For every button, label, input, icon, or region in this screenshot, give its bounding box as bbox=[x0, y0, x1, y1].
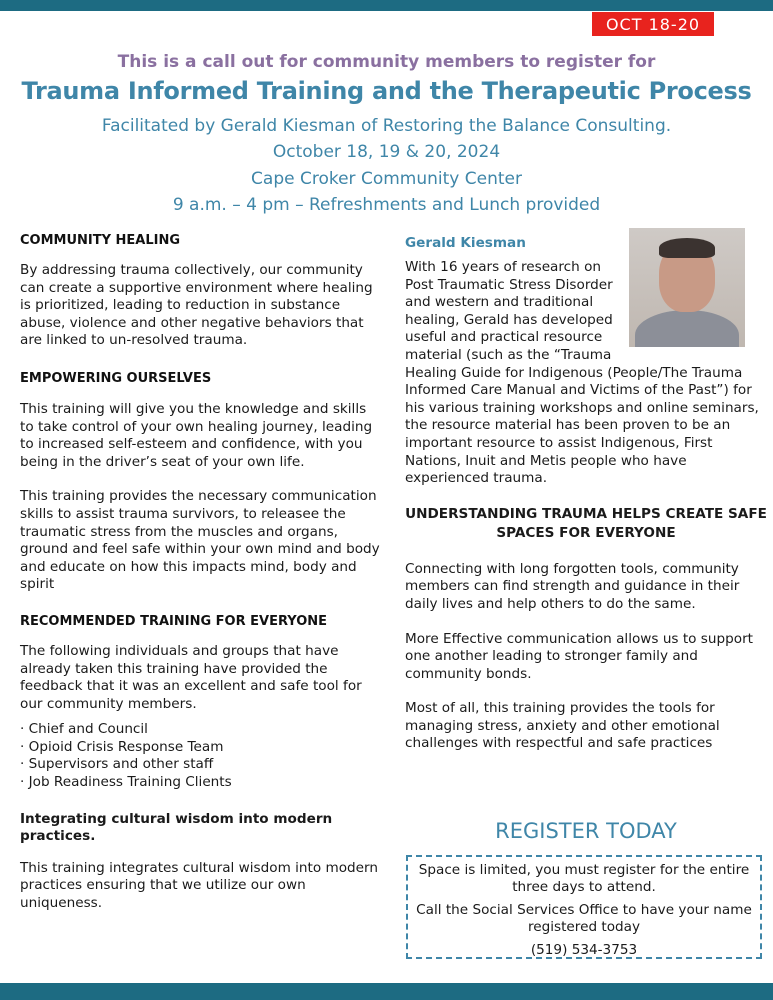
understanding-heading: UNDERSTANDING TRAUMA HELPS CREATE SAFE SPACES FOR EVERYONE bbox=[405, 505, 767, 541]
community-healing-heading: COMMUNITY HEALING bbox=[20, 233, 181, 248]
date-badge: OCT 18-20 bbox=[592, 12, 714, 36]
recommended-text: The following individuals and groups that have already taken this training have provided the feedback that it was an excellent and safe tool for our community members. bbox=[20, 642, 362, 712]
register-line-1: Space is limited, you must register for the entire three days to attend. bbox=[418, 862, 750, 895]
phone-number: (519) 534-3753 bbox=[530, 942, 638, 958]
page-title: Trauma Informed Training and the Therapeutic Process bbox=[21, 77, 752, 105]
recommended-heading: RECOMMENDED TRAINING FOR EVERYONE bbox=[20, 613, 328, 629]
communication-text: More Effective communication allows us to support one another leading to stronger family and community bonds. bbox=[405, 630, 753, 682]
location-line: Cape Croker Community Center bbox=[251, 169, 522, 189]
empowering-text-1: This training will give you the knowledge and skills to take control of your own healing journey, leading to increased self-esteem and confidence, with you being in the driver’s seat of your own life. bbox=[20, 400, 373, 470]
list-item: · Opioid Crisis Response Team bbox=[20, 738, 224, 755]
facilitator-name: Gerald Kiesman bbox=[405, 235, 526, 251]
register-title: REGISTER TODAY bbox=[495, 819, 677, 843]
connecting-text: Connecting with long forgotten tools, community members can find strength and guidance in their daily lives and help others to do the same. bbox=[405, 560, 740, 612]
left-column bbox=[20, 232, 380, 913]
community-healing-text: By addressing trauma collectively, our community can create a supportive environment where healing is prioritized, leading to reduction in substance abuse, violence and other negative behaviors that are linked to un-resolved trauma. bbox=[20, 262, 373, 349]
empowering-heading: EMPOWERING OURSELVES bbox=[20, 370, 212, 386]
most-of-all-text: Most of all, this training provides the tools for managing stress, anxiety and other emotional challenges with respectful and safe practices bbox=[405, 700, 720, 752]
dates-line: October 18, 19 & 20, 2024 bbox=[272, 142, 501, 162]
facilitator-bio: With 16 years of research on Post Traumatic Stress Disorder and western and traditional healing, Gerald has developed useful and practical resource material (such as the “Trauma Healing Guide for Indigenous (People/The Trauma Informed Care Manual and Victims of the Past”) for his various training workshops and online seminars, the resource material has been proven to be an important resource to assist Indigenous, First Nations, Inuit and Metis people who have experienced trauma. bbox=[405, 259, 759, 487]
recommended-list bbox=[20, 721, 380, 791]
gerald-kiesman-photo bbox=[629, 228, 745, 347]
callout-text: This is a call out for community members to register for bbox=[117, 52, 656, 72]
register-line-2: Call the Social Services Office to have your name registered today bbox=[416, 902, 752, 935]
bottom-accent-bar bbox=[0, 983, 773, 1000]
facilitator-line: Facilitated by Gerald Kiesman of Restoring the Balance Consulting. bbox=[101, 116, 672, 136]
list-item: · Supervisors and other staff bbox=[20, 756, 214, 773]
top-accent-bar bbox=[0, 0, 773, 11]
register-info-box bbox=[406, 855, 762, 959]
list-item: · Chief and Council bbox=[20, 721, 148, 738]
empowering-text-2: This training provides the necessary communication skills to assist trauma survivors, to releasee the traumatic stress from the muscles and organs, ground and feel safe within your own mind and body and educate on how this impacts mind, body and spirit bbox=[20, 488, 380, 593]
list-item: · Job Readiness Training Clients bbox=[20, 774, 232, 791]
right-column bbox=[405, 235, 767, 753]
integrating-text: This training integrates cultural wisdom into modern practices ensuring that we utilize our own uniqueness. bbox=[20, 859, 379, 912]
hours-line: 9 a.m. – 4 pm – Refreshments and Lunch provided bbox=[172, 195, 601, 215]
integrating-heading: Integrating cultural wisdom into modern practices. bbox=[20, 810, 333, 845]
